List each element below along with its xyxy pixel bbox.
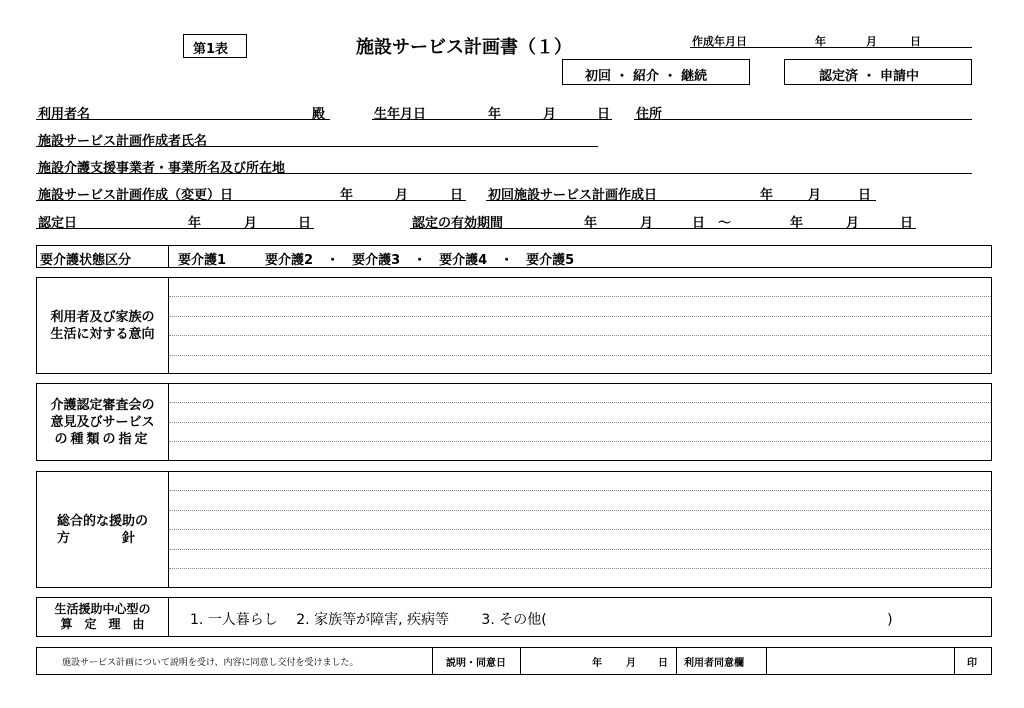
consent-label: 利用者同意欄 [684, 658, 744, 669]
care-level-divider [168, 245, 169, 268]
committee-label-line3: の種類の指定 [54, 431, 151, 447]
intention-label [36, 277, 169, 374]
valid-to-year: 年 [790, 216, 804, 231]
policy-label-line1: 総合的な援助の [56, 513, 148, 529]
birth-month: 月 [543, 107, 557, 122]
valid-period-label: 認定の有効期間 [412, 216, 504, 231]
created-date-underline [690, 47, 972, 48]
consent-divider-2 [520, 647, 521, 675]
planner-underline[interactable] [36, 146, 598, 147]
consent-signature-field[interactable] [770, 649, 950, 673]
committee-label [36, 383, 169, 461]
form-number: 第1表 [193, 42, 229, 57]
birth-label: 生年月日 [374, 107, 427, 122]
committee-label-line2: 意見及びサービス [50, 414, 155, 430]
first-plan-year: 年 [760, 188, 774, 203]
honorific: 殿 [312, 107, 326, 122]
cert-date-underline[interactable] [36, 228, 314, 229]
committee-label-line1: 介護認定審査会の [50, 397, 155, 413]
page-title: 施設サービス計画書（１） [356, 37, 572, 58]
first-plan-day: 日 [858, 188, 872, 203]
policy-line[interactable] [169, 549, 991, 550]
birth-day: 日 [597, 107, 611, 122]
created-date-label: 作成年月日 [692, 35, 747, 48]
intention-section [36, 277, 992, 374]
reason-label [36, 597, 169, 637]
first-plan-month: 月 [808, 188, 822, 203]
created-month: 月 [866, 35, 877, 48]
policy-line[interactable] [169, 529, 991, 530]
consent-divider-5 [954, 647, 955, 675]
committee-line[interactable] [169, 441, 991, 442]
consent-divider-3 [676, 647, 677, 675]
care-level-options[interactable]: 要介護1 要介護2 ・ 要介護3 ・ 要介護4 ・ 要介護5 [178, 253, 575, 268]
plan-date-label: 施設サービス計画作成（変更）日 [38, 188, 234, 203]
tilde: ～ [718, 216, 732, 231]
first-plan-underline[interactable] [486, 200, 876, 201]
planner-label: 施設サービス計画作成者氏名 [38, 134, 208, 149]
status-b-text: 認定済 ・ 申請中 [819, 69, 920, 84]
status-box-a[interactable] [562, 59, 750, 85]
care-level-label: 要介護状態区分 [40, 253, 132, 268]
valid-to-day: 日 [900, 216, 914, 231]
birth-year: 年 [488, 107, 502, 122]
plan-date-underline[interactable] [36, 200, 466, 201]
cert-month: 月 [244, 216, 258, 231]
office-underline[interactable] [36, 173, 972, 174]
explain-year: 年 [592, 658, 602, 669]
plan-year: 年 [340, 188, 354, 203]
policy-line[interactable] [169, 510, 991, 511]
explain-date-label: 説明・同意日 [446, 658, 506, 669]
cert-day: 日 [298, 216, 312, 231]
valid-from-year: 年 [584, 216, 598, 231]
birth-underline[interactable] [372, 119, 612, 120]
form-number-box [183, 34, 247, 58]
office-label: 施設介護支援事業者・事業所名及び所在地 [38, 161, 286, 176]
intention-label-line1: 利用者及び家族の [50, 309, 155, 325]
user-name-underline[interactable] [36, 119, 330, 120]
cert-date-label: 認定日 [38, 216, 78, 231]
valid-period-underline[interactable] [410, 228, 916, 229]
plan-month: 月 [395, 188, 409, 203]
valid-to-month: 月 [846, 216, 860, 231]
intention-label-line2: 生活に対する意向 [50, 326, 155, 342]
cert-year: 年 [188, 216, 202, 231]
valid-from-month: 月 [640, 216, 654, 231]
user-name-label: 利用者名 [38, 107, 91, 122]
policy-label [36, 471, 169, 588]
status-a-text: 初回 ・ 紹介 ・ 継続 [585, 69, 708, 84]
intention-line[interactable] [169, 335, 991, 336]
consent-divider-1 [432, 647, 433, 675]
intention-line[interactable] [169, 296, 991, 297]
reason-label-line1: 生活援助中心型の [54, 602, 151, 616]
consent-text: 施設サービス計画について説明を受け、内容に同意し交付を受けました。 [62, 658, 359, 668]
consent-divider-4 [766, 647, 767, 675]
reason-label-line2: 算 定 理 由 [60, 617, 145, 631]
address-underline[interactable] [634, 119, 972, 120]
committee-line[interactable] [169, 422, 991, 423]
valid-from-day: 日 [692, 216, 706, 231]
status-box-b[interactable] [784, 59, 972, 85]
reason-options[interactable]: 1. 一人暮らし 2. 家族等が障害, 疾病等 3. その他( ) [190, 612, 893, 628]
address-label: 住所 [636, 107, 663, 122]
explain-month: 月 [626, 658, 636, 669]
policy-line[interactable] [169, 568, 991, 569]
policy-label-line2: 方 針 [56, 530, 135, 546]
intention-line[interactable] [169, 355, 991, 356]
created-day: 日 [910, 35, 921, 48]
created-year: 年 [815, 35, 826, 48]
explain-day: 日 [658, 658, 668, 669]
committee-line[interactable] [169, 402, 991, 403]
policy-line[interactable] [169, 490, 991, 491]
intention-line[interactable] [169, 316, 991, 317]
seal-mark: 印 [967, 658, 977, 669]
first-plan-label: 初回施設サービス計画作成日 [488, 188, 658, 203]
plan-day: 日 [450, 188, 464, 203]
